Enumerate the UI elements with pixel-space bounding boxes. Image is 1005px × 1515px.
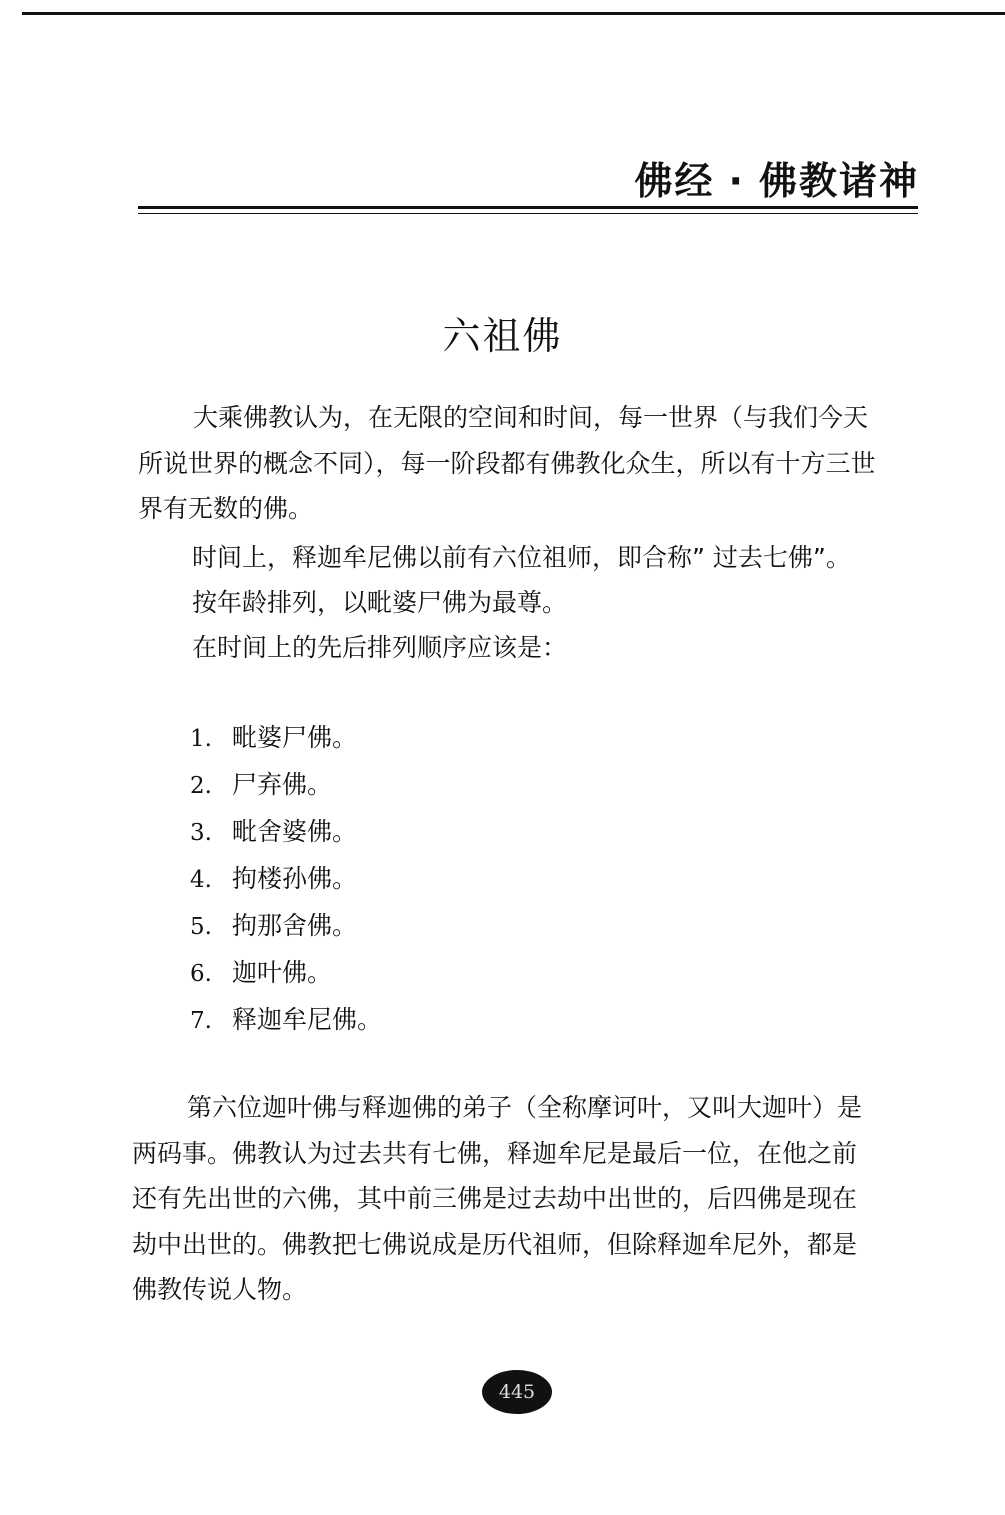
list-item-text: 迦叶佛。 [232,958,333,987]
header-separator: · [728,159,745,203]
paragraph-line-1: 时间上，释迦牟尼佛以前有六位祖师，即合称” 过去七佛”。 [192,543,851,572]
list-item-number: 6. [190,961,212,987]
list-item [190,856,382,903]
paragraph-line-3: 在时间上的先后排列顺序应该是： [192,633,568,662]
list-item-text: 拘楼孙佛。 [232,864,358,893]
list-item [190,809,382,856]
list-item [190,950,382,997]
list-item-number: 4. [190,867,212,893]
list-item-text: 毗婆尸佛。 [232,723,358,752]
list-item-number: 5. [190,914,212,940]
list-item [190,997,382,1044]
header-title-right: 佛教诸神 [758,159,919,203]
intro-paragraph: 大乘佛教认为，在无限的空间和时间，每一世界（与我们今天所说世界的概念不同），每一阶段都有佛教化众生，所以有十方三世界有无数的佛。 [138,403,876,523]
paragraph-line-2: 按年龄排列，以毗婆尸佛为最尊。 [192,588,568,617]
list-item-number: 2. [190,773,212,799]
header-title-left: 佛经 [634,159,715,203]
list-item-text: 释迦牟尼佛。 [232,1005,383,1034]
list-item-text: 尸弃佛。 [232,770,333,799]
top-rule [22,12,1005,15]
list-item [190,903,382,950]
page-number: 445 [482,1370,552,1414]
list-item [190,715,382,762]
final-paragraph: 第六位迦叶佛与释迦佛的弟子（全称摩诃叶，又叫大迦叶）是两码事。佛教认为过去共有七佛，释迦牟尼是最后一位，在他之前还有先出世的六佛，其中前三佛是过去劫中出世的，后四佛是现在劫中出世的。佛教把七佛说成是历代祖师，但除释迦牟尼外，都是佛教传说人物。 [132,1093,863,1304]
article-title: 六祖佛 [442,314,563,358]
list-item-number: 7. [190,1008,212,1034]
list-item-text: 拘那舍佛。 [232,911,358,940]
running-header [635,158,919,204]
header-rule-thin [138,213,918,214]
header-rule-thick [138,206,918,209]
list-item-text: 毗舍婆佛。 [232,817,358,846]
list-item [190,762,382,809]
list-item-number: 1. [190,726,212,752]
list-item-number: 3. [190,820,212,846]
buddha-list [190,715,382,1044]
